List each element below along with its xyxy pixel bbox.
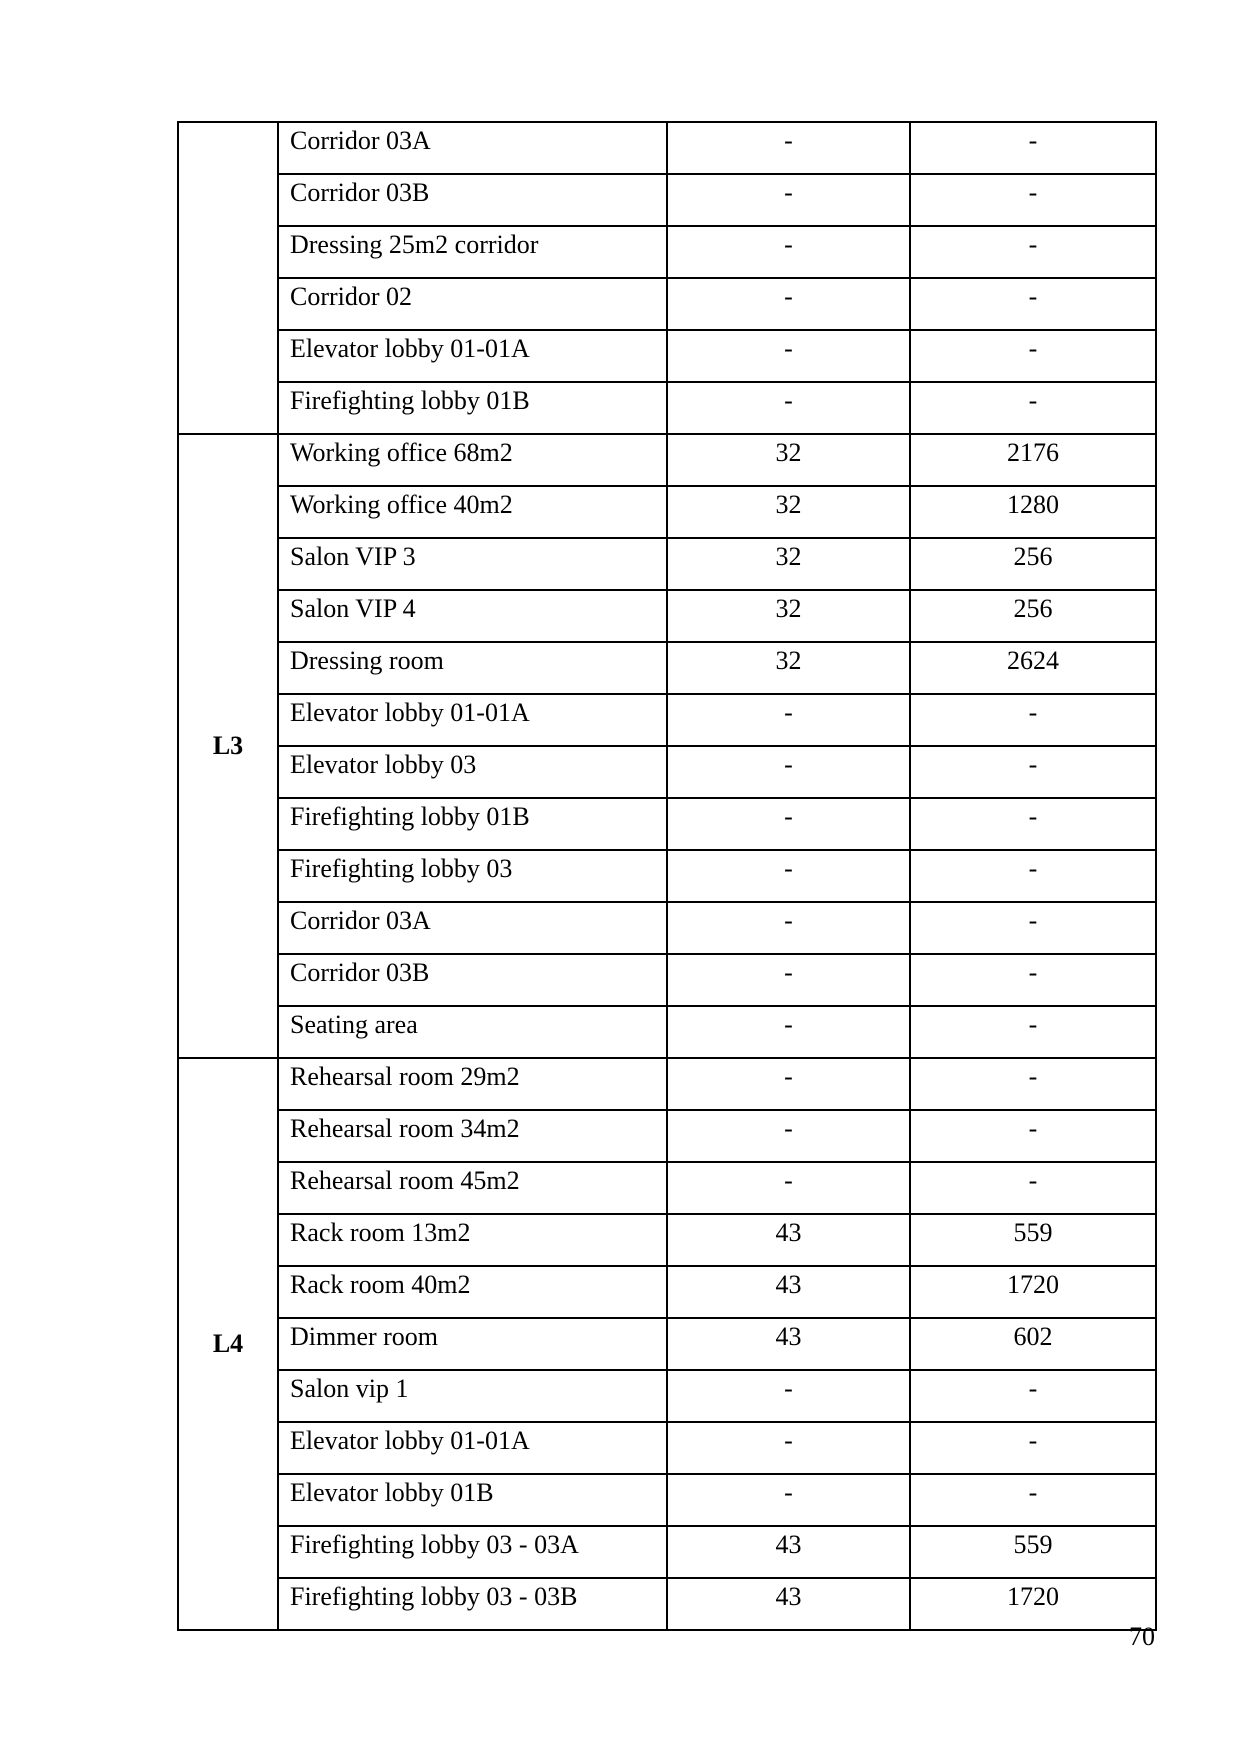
table-body [178,122,1156,1630]
value-cell: 43 [667,1318,910,1370]
room-name-cell: Elevator lobby 01B [278,1474,667,1526]
value-cell: - [667,1006,910,1058]
total-cell: - [910,902,1156,954]
table-row [178,746,1156,798]
room-name-cell: Dimmer room [278,1318,667,1370]
table-row [178,590,1156,642]
total-cell: - [910,382,1156,434]
total-cell: - [910,798,1156,850]
value-cell: 43 [667,1578,910,1630]
table-row [178,278,1156,330]
total-cell: 559 [910,1214,1156,1266]
room-name-cell: Corridor 03A [278,902,667,954]
room-name-cell: Rehearsal room 29m2 [278,1058,667,1110]
value-cell: 32 [667,590,910,642]
value-cell: - [667,1058,910,1110]
level-cell: L3 [178,434,278,1058]
value-cell: 43 [667,1214,910,1266]
total-cell: 1720 [910,1266,1156,1318]
room-name-cell: Elevator lobby 01-01A [278,694,667,746]
room-name-cell: Corridor 03B [278,174,667,226]
table-row [178,1110,1156,1162]
table-row [178,1266,1156,1318]
room-name-cell: Firefighting lobby 01B [278,382,667,434]
room-name-cell: Corridor 03B [278,954,667,1006]
room-name-cell: Corridor 02 [278,278,667,330]
table-row [178,122,1156,174]
value-cell: - [667,694,910,746]
table-row [178,226,1156,278]
total-cell: - [910,1058,1156,1110]
table-row [178,1006,1156,1058]
table-row [178,1370,1156,1422]
total-cell: - [910,1162,1156,1214]
table-row [178,850,1156,902]
room-name-cell: Elevator lobby 03 [278,746,667,798]
room-name-cell: Corridor 03A [278,122,667,174]
value-cell: - [667,902,910,954]
room-name-cell: Rack room 40m2 [278,1266,667,1318]
total-cell: 256 [910,590,1156,642]
total-cell: - [910,954,1156,1006]
room-name-cell: Dressing room [278,642,667,694]
table-row [178,1474,1156,1526]
value-cell: - [667,1162,910,1214]
value-cell: - [667,1370,910,1422]
total-cell: 256 [910,538,1156,590]
table-row [178,486,1156,538]
value-cell: - [667,1474,910,1526]
table-row [178,538,1156,590]
table-row [178,330,1156,382]
total-cell: - [910,330,1156,382]
room-name-cell: Firefighting lobby 03 - 03B [278,1578,667,1630]
room-name-cell: Working office 68m2 [278,434,667,486]
room-name-cell: Salon VIP 3 [278,538,667,590]
room-name-cell: Elevator lobby 01-01A [278,1422,667,1474]
value-cell: - [667,746,910,798]
table-row [178,1162,1156,1214]
room-name-cell: Rack room 13m2 [278,1214,667,1266]
table-row [178,642,1156,694]
level-cell: L4 [178,1058,278,1630]
value-cell: 32 [667,538,910,590]
value-cell: - [667,122,910,174]
total-cell: - [910,1474,1156,1526]
value-cell: - [667,278,910,330]
table-row [178,694,1156,746]
table-row [178,434,1156,486]
value-cell: 32 [667,642,910,694]
total-cell: - [910,1422,1156,1474]
room-name-cell: Firefighting lobby 03 - 03A [278,1526,667,1578]
value-cell: - [667,850,910,902]
level-cell [178,122,278,434]
table-row [178,798,1156,850]
room-name-cell: Working office 40m2 [278,486,667,538]
table-row [178,1318,1156,1370]
value-cell: - [667,174,910,226]
total-cell: - [910,278,1156,330]
total-cell: 602 [910,1318,1156,1370]
page-number: 70 [1129,1622,1155,1651]
room-name-cell: Elevator lobby 01-01A [278,330,667,382]
table-row [178,954,1156,1006]
total-cell: 1280 [910,486,1156,538]
value-cell: - [667,226,910,278]
room-load-table [177,121,1157,1631]
value-cell: 43 [667,1266,910,1318]
total-cell: 2624 [910,642,1156,694]
total-cell: 1720 [910,1578,1156,1630]
table-row [178,1422,1156,1474]
table-row [178,1058,1156,1110]
value-cell: - [667,382,910,434]
total-cell: - [910,1110,1156,1162]
value-cell: - [667,1110,910,1162]
total-cell: - [910,850,1156,902]
total-cell: - [910,694,1156,746]
room-name-cell: Salon VIP 4 [278,590,667,642]
room-name-cell: Firefighting lobby 03 [278,850,667,902]
total-cell: - [910,1006,1156,1058]
table-row [178,1526,1156,1578]
table-row [178,382,1156,434]
total-cell: - [910,174,1156,226]
table-row [178,174,1156,226]
table-row [178,1214,1156,1266]
value-cell: - [667,798,910,850]
table-row [178,1578,1156,1630]
total-cell: 559 [910,1526,1156,1578]
value-cell: 32 [667,486,910,538]
total-cell: - [910,746,1156,798]
room-name-cell: Firefighting lobby 01B [278,798,667,850]
total-cell: 2176 [910,434,1156,486]
room-name-cell: Seating area [278,1006,667,1058]
value-cell: - [667,1422,910,1474]
value-cell: 32 [667,434,910,486]
value-cell: - [667,330,910,382]
total-cell: - [910,122,1156,174]
room-name-cell: Salon vip 1 [278,1370,667,1422]
room-name-cell: Dressing 25m2 corridor [278,226,667,278]
total-cell: - [910,226,1156,278]
room-name-cell: Rehearsal room 34m2 [278,1110,667,1162]
total-cell: - [910,1370,1156,1422]
value-cell: - [667,954,910,1006]
table-row [178,902,1156,954]
room-name-cell: Rehearsal room 45m2 [278,1162,667,1214]
value-cell: 43 [667,1526,910,1578]
